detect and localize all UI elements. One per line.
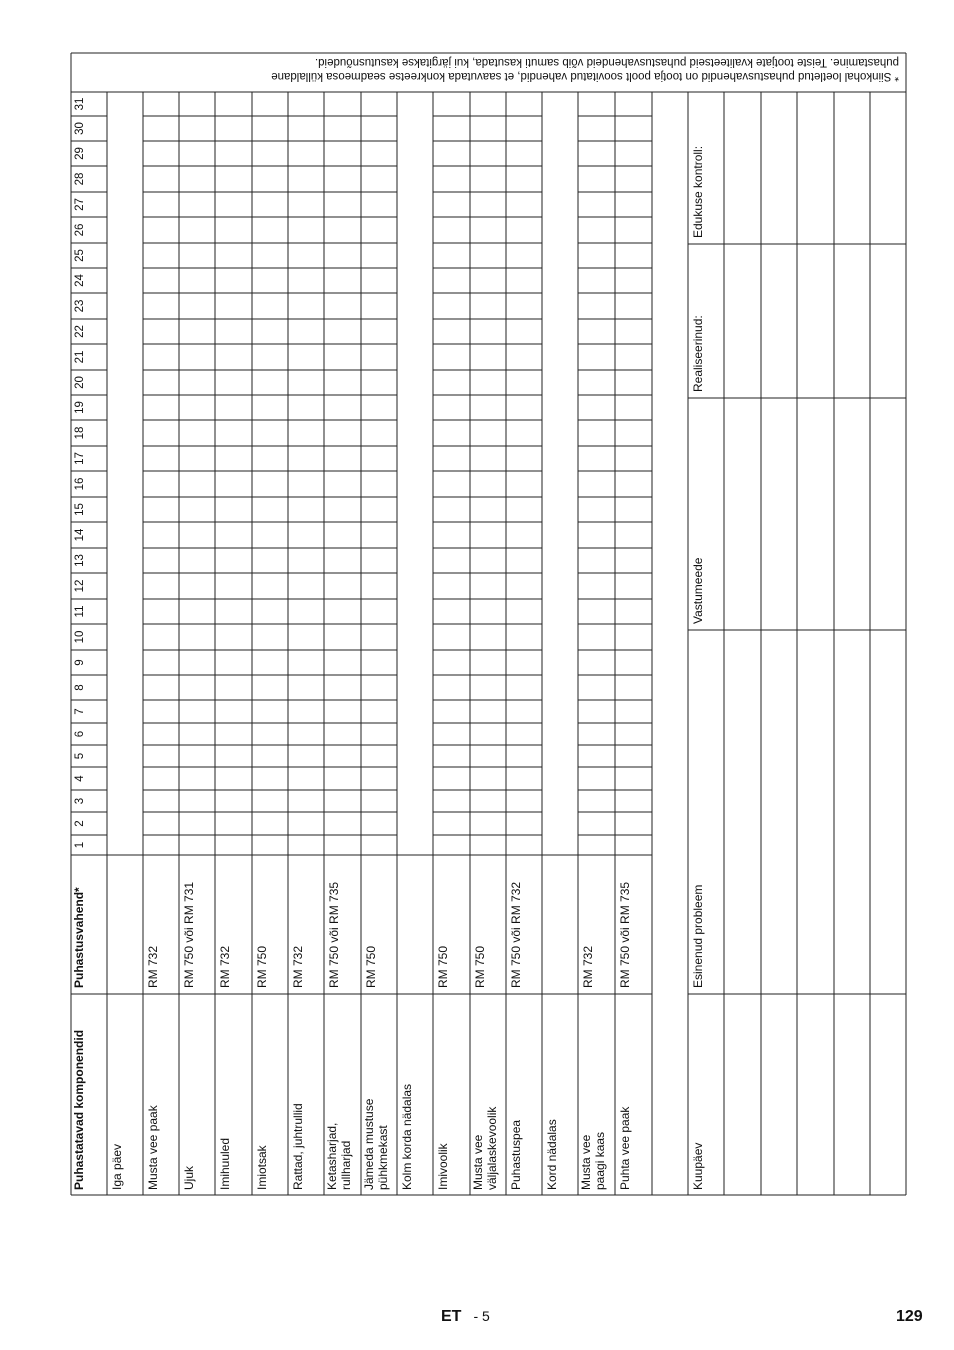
day-number-11: 11 <box>74 605 86 618</box>
row-agent-4: RM 750 <box>255 945 269 988</box>
row-agent-10: RM 750 <box>473 945 487 988</box>
bottom-header-4: Edukuse kontroll: <box>691 145 705 238</box>
day-number-17: 17 <box>74 452 86 465</box>
bottom-header-0: Kuupäev <box>691 1142 705 1190</box>
day-number-28: 28 <box>74 172 86 186</box>
day-number-7: 7 <box>74 708 86 715</box>
day-number-8: 8 <box>74 684 86 691</box>
row-agent-6: RM 750 või RM 735 <box>327 881 341 988</box>
day-number-13: 13 <box>74 554 86 567</box>
row-agent-3: RM 732 <box>218 945 232 988</box>
row-component-6-line-1: Ketasharjad, <box>325 1122 339 1190</box>
footnote-line-1: * Siinkohal loetletud puhastusvahendid on tootja poolt soovitatud vahendid, et saavutada konkreetse seadmeosa küllaldane <box>271 70 899 82</box>
row-component-0: Iga päev <box>110 1143 124 1190</box>
day-number-15: 15 <box>74 503 86 516</box>
row-component-9: Imivoolik <box>436 1143 450 1190</box>
row-component-10-line-1: Musta vee <box>471 1134 485 1190</box>
day-number-2: 2 <box>74 820 86 827</box>
day-number-22: 22 <box>74 325 86 338</box>
row-agent-14: RM 750 või RM 735 <box>618 881 632 988</box>
row-component-5: Rattad, juhtrullid <box>291 1103 305 1190</box>
table-grid <box>71 53 906 1195</box>
day-number-21: 21 <box>74 350 86 364</box>
row-component-6-line-2: rullharjad <box>339 1140 353 1190</box>
row-agent-7: RM 750 <box>364 945 378 988</box>
footer-language: ET - 5 <box>441 1308 490 1325</box>
day-number-20: 20 <box>74 376 86 389</box>
day-number-23: 23 <box>74 299 86 313</box>
row-component-3: Imihuuled <box>218 1137 232 1190</box>
day-number-12: 12 <box>74 579 86 593</box>
day-number-1: 1 <box>74 841 86 849</box>
row-agent-2: RM 750 või RM 731 <box>182 881 196 988</box>
row-agent-1: RM 732 <box>146 945 160 988</box>
day-number-9: 9 <box>74 659 86 666</box>
row-component-1: Musta vee paak <box>146 1105 160 1190</box>
table-text <box>72 56 899 1190</box>
day-number-4: 4 <box>74 775 86 782</box>
day-number-24: 24 <box>74 274 86 287</box>
day-number-16: 16 <box>74 477 86 491</box>
day-number-18: 18 <box>74 426 86 440</box>
bottom-header-2: Vastumeede <box>691 557 705 624</box>
row-agent-5: RM 732 <box>291 945 305 988</box>
day-number-31: 31 <box>74 97 86 111</box>
bottom-header-3: Realiseerinud: <box>691 315 705 392</box>
row-component-2: Ujuk <box>182 1165 196 1190</box>
row-component-11: Puhastuspea <box>509 1119 523 1190</box>
row-agent-13: RM 732 <box>581 945 595 988</box>
day-number-3: 3 <box>74 797 86 805</box>
day-number-26: 26 <box>74 223 86 237</box>
row-component-7-line-2: pühkmekast <box>376 1125 390 1190</box>
row-agent-9: RM 750 <box>436 945 450 988</box>
day-number-27: 27 <box>74 198 86 211</box>
row-component-12: Kord nädalas <box>545 1119 559 1190</box>
day-number-29: 29 <box>74 147 86 160</box>
footer-section-number: - 5 <box>473 1308 490 1324</box>
row-component-4: Imiotsak <box>255 1145 269 1190</box>
day-number-10: 10 <box>74 630 86 644</box>
footnote-line-2: puhastamine. Teiste tootjate kvaliteetseid puhastusvahendeid võib samuti kasutada, kui järgitakse kasutusnõudeid. <box>314 56 899 68</box>
header-cleaning-agent: Puhastusvahend* <box>72 887 86 988</box>
header-components: Puhastatavad komponendid <box>72 1029 86 1190</box>
row-component-14: Puhta vee paak <box>618 1106 632 1190</box>
row-component-7-line-1: Jämeda mustuse <box>362 1098 376 1190</box>
day-number-30: 30 <box>74 122 86 135</box>
day-number-19: 19 <box>74 401 86 414</box>
row-component-10-line-2: väljalaskevoolik <box>485 1106 499 1190</box>
day-number-6: 6 <box>74 730 86 738</box>
day-number-25: 25 <box>74 249 86 262</box>
day-number-5: 5 <box>74 752 86 760</box>
page-number: 129 <box>896 1308 923 1325</box>
row-component-13-line-2: paagi kaas <box>593 1131 607 1190</box>
bottom-header-1: Esinenud probleem <box>691 884 705 988</box>
day-number-14: 14 <box>74 528 86 542</box>
row-agent-11: RM 750 või RM 732 <box>509 881 523 988</box>
row-component-8: Kolm korda nädalas <box>400 1083 414 1190</box>
row-component-13-line-1: Musta vee <box>579 1134 593 1190</box>
